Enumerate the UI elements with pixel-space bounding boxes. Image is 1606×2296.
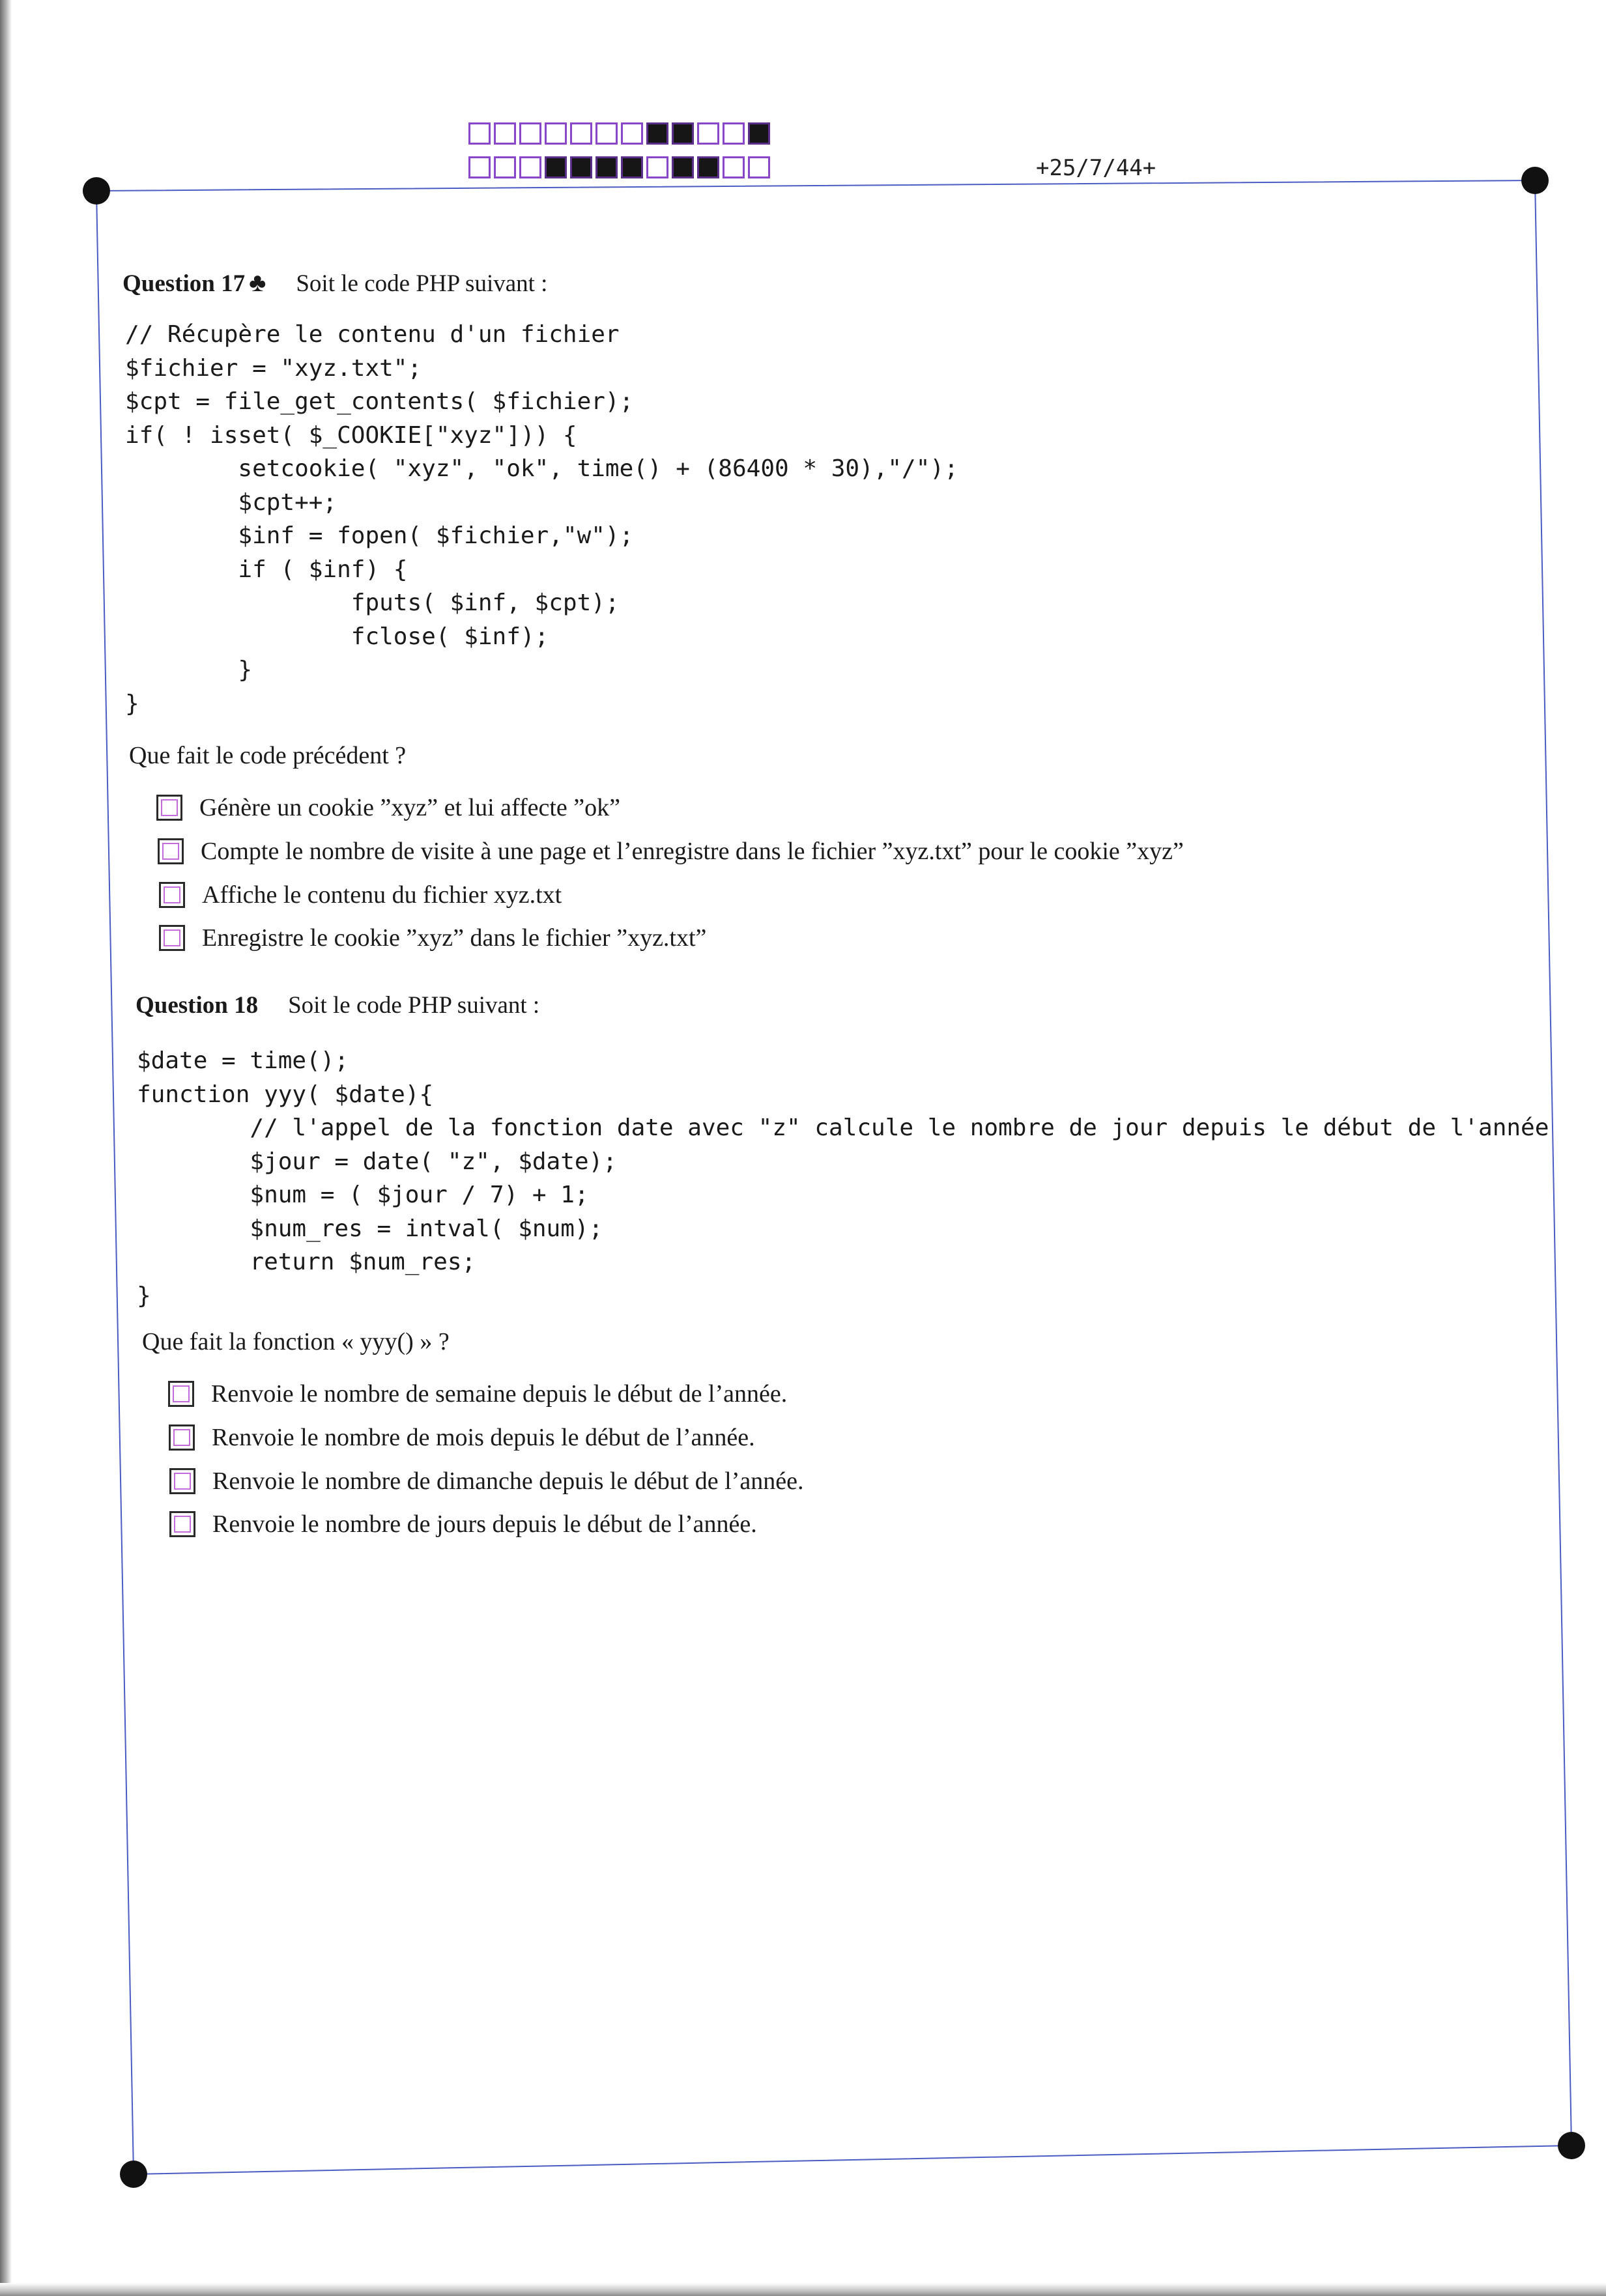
question-17-choice-1[interactable]: [156, 793, 620, 822]
corner-mark-bottom-right: [1558, 2132, 1585, 2159]
question-18-choice-4[interactable]: [169, 1510, 757, 1538]
barcode-cell-filled: [748, 122, 770, 145]
barcode-cell-empty: [723, 122, 745, 145]
question-18-choice-1[interactable]: [168, 1380, 787, 1408]
corner-mark-top-left: [83, 177, 110, 205]
barcode-cell-empty: [545, 122, 567, 145]
checkbox[interactable]: [159, 882, 185, 908]
question-17-prompt: Que fait le code précédent ?: [129, 742, 407, 769]
barcode-cell-empty: [468, 156, 491, 178]
question-18-choice-2[interactable]: [169, 1423, 755, 1452]
checkbox[interactable]: [158, 838, 184, 864]
question-18-header: [136, 991, 539, 1019]
question-17-choice-4[interactable]: [159, 924, 706, 952]
barcode-cell-empty: [468, 122, 491, 145]
checkbox[interactable]: [156, 795, 182, 821]
choice-label: Enregistre le cookie ”xyz” dans le fichier ”xyz.txt”: [202, 924, 707, 952]
choice-label: Renvoie le nombre de semaine depuis le début de l’année.: [211, 1380, 788, 1408]
question-17-code: // Récupère le contenu d'un fichier $fichier = "xyz.txt"; $cpt = file_get_contents( $fichier); if( ! isset( $_COOKIE["xyz"])) { setcookie( "xyz", "ok", time() + (86400 * 30),"/"); $cpt++; $inf = fopen( $fichier,"w"); if ( $inf) { fputs( $inf, $cpt); fclose( $inf); } }: [125, 321, 958, 717]
barcode-cell-filled: [621, 156, 643, 178]
choice-label: Affiche le contenu du fichier xyz.txt: [202, 881, 562, 909]
barcode-cell-filled: [672, 122, 694, 145]
question-17-label: Question 17: [122, 270, 246, 297]
barcode-cell-empty: [494, 122, 516, 145]
question-18-intro: Soit le code PHP suivant :: [288, 992, 540, 1019]
barcode-cell-empty: [748, 156, 770, 178]
question-18-code: $date = time(); function yyy( $date){ // l'appel de la fonction date avec "z" calcule le nombre de jour depuis le début de l'année $jour = date( "z", $date); $num = ( $jour / 7) + 1; $num_res = intval( $num); return $num_res; }: [137, 1047, 1549, 1309]
barcode-row-2: [468, 156, 773, 184]
page-id: +25/7/44+: [1036, 155, 1156, 181]
barcode-cell-empty: [621, 122, 643, 145]
barcode-cell-empty: [570, 122, 592, 145]
choice-label: Génère un cookie ”xyz” et lui affecte ”ok”: [199, 794, 620, 821]
question-18-prompt: Que fait la fonction « yyy() » ?: [142, 1328, 450, 1355]
choice-label: Renvoie le nombre de jours depuis le début de l’année.: [212, 1510, 757, 1538]
choice-label: Renvoie le nombre de dimanche depuis le début de l’année.: [212, 1467, 804, 1495]
choice-label: Renvoie le nombre de mois depuis le début de l’année.: [212, 1424, 755, 1451]
question-18-choice-3[interactable]: [169, 1467, 803, 1495]
question-17-choice-2[interactable]: [158, 837, 1184, 866]
barcode-cell-empty: [494, 156, 516, 178]
corner-mark-bottom-left: [120, 2161, 147, 2188]
barcode-cell-filled: [646, 122, 668, 145]
question-17-choice-3[interactable]: [159, 881, 562, 909]
barcode-cell-filled: [545, 156, 567, 178]
corner-mark-top-right: [1521, 167, 1549, 194]
barcode-cell-filled: [570, 156, 592, 178]
barcode-row-1: [468, 122, 773, 150]
barcode-cell-empty: [646, 156, 668, 178]
question-17-intro: Soit le code PHP suivant :: [296, 270, 548, 297]
checkbox[interactable]: [168, 1381, 194, 1407]
barcode-cell-filled: [672, 156, 694, 178]
barcode-cell-empty: [519, 122, 541, 145]
barcode-cell-filled: [697, 156, 719, 178]
choice-label: Compte le nombre de visite à une page et l’enregistre dans le fichier ”xyz.txt” pour le cookie ”xyz”: [201, 838, 1184, 865]
club-icon: ♣: [249, 268, 266, 297]
barcode-cell-empty: [723, 156, 745, 178]
question-18-label: Question 18: [136, 992, 259, 1019]
barcode-cell-empty: [697, 122, 719, 145]
question-17-header: [122, 267, 547, 298]
barcode-cell-empty: [595, 122, 618, 145]
barcode-cell-filled: [595, 156, 618, 178]
checkbox[interactable]: [169, 1424, 195, 1451]
checkbox[interactable]: [169, 1511, 195, 1537]
barcode-cell-empty: [519, 156, 541, 178]
checkbox[interactable]: [159, 925, 185, 951]
checkbox[interactable]: [169, 1468, 195, 1494]
